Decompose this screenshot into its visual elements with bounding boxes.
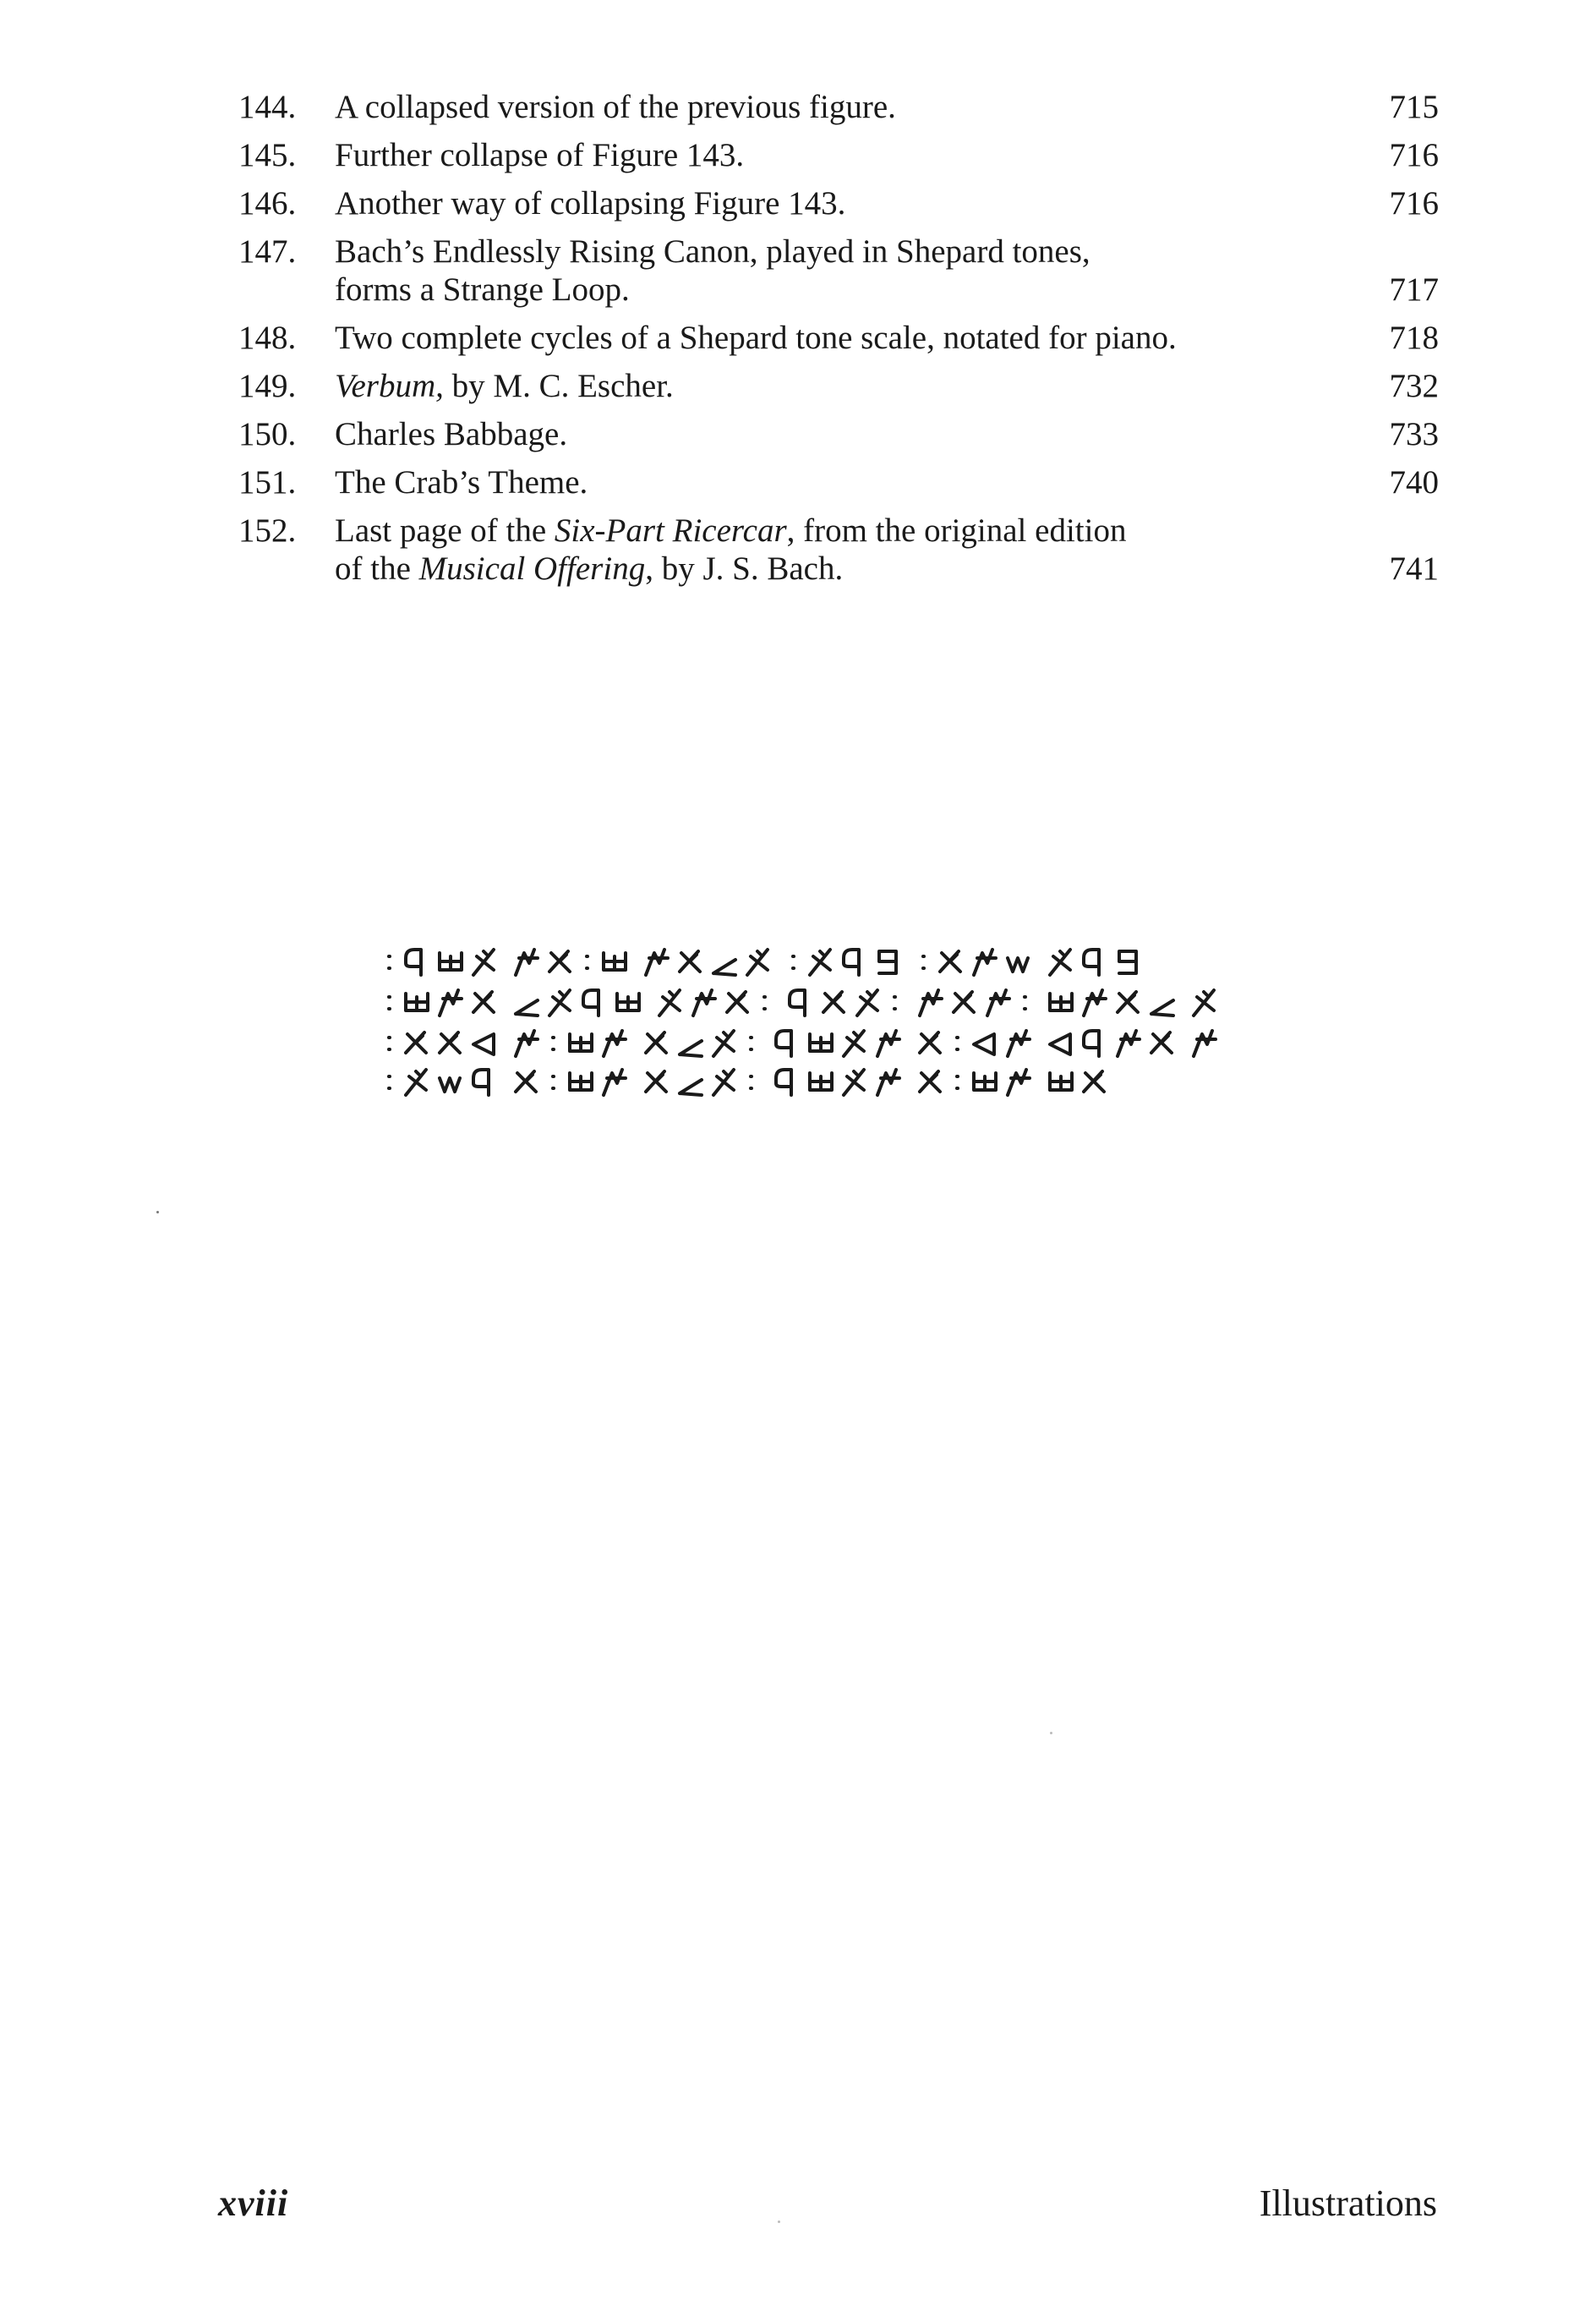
entry-number: 148. xyxy=(238,320,297,356)
glyph-mark xyxy=(790,990,805,1016)
glyph-mark xyxy=(894,997,895,1009)
entry-title-italic: Verbum, xyxy=(335,368,444,404)
entry-title-italic: Musical Offering xyxy=(418,550,646,587)
glyph-mark xyxy=(810,1073,832,1090)
glyph-mark xyxy=(680,1080,702,1095)
entry-page-number: 715 xyxy=(1389,89,1439,125)
glyph-mark xyxy=(920,1071,940,1092)
glyph-mark xyxy=(646,1071,666,1092)
list-item xyxy=(238,184,1439,222)
paper-speck xyxy=(1050,1732,1052,1734)
running-footer-section: Illustrations xyxy=(1259,2182,1437,2224)
list-item xyxy=(238,415,1439,453)
entry-caption: Further collapse of Figure 143. xyxy=(335,137,745,173)
glyph-mark xyxy=(617,994,639,1010)
glyph-mark xyxy=(583,990,598,1016)
glyph-mark xyxy=(974,950,996,975)
glyph-mark xyxy=(974,1034,994,1054)
entry-caption: Charles Babbage. xyxy=(335,416,568,452)
glyph-mark xyxy=(406,1032,426,1053)
entry-page-number: 716 xyxy=(1389,137,1439,173)
entry-caption-line-1 xyxy=(335,512,1248,550)
glyph-mark xyxy=(440,1078,460,1092)
glyph-mark xyxy=(604,1031,626,1056)
entry-page-number: 732 xyxy=(1389,368,1439,404)
glyph-mark xyxy=(844,1031,864,1056)
glyph-mark xyxy=(713,1070,734,1095)
entry-caption xyxy=(335,367,1248,405)
entry-caption-line-1: Bach’s Endlessly Rising Canon, played in Shepard tones, xyxy=(335,233,1090,270)
glyph-mark xyxy=(1050,950,1070,975)
glyph-mark xyxy=(1118,1031,1140,1056)
glyph-mark xyxy=(604,953,626,970)
glyph-mark xyxy=(810,1034,832,1051)
entry-number: 149. xyxy=(238,368,297,404)
illustrations-list xyxy=(238,88,1439,598)
glyph-mark xyxy=(1050,1034,1070,1054)
glyph-mark xyxy=(1084,990,1106,1016)
glyph-mark xyxy=(1050,1073,1072,1090)
glyph-mark xyxy=(549,951,570,972)
glyph-mark xyxy=(516,1071,536,1092)
entry-number: 146. xyxy=(238,185,297,222)
glyph-mark xyxy=(844,950,859,975)
entry-caption: A collapsed version of the previous figure. xyxy=(335,89,896,125)
list-item xyxy=(238,319,1439,357)
glyph-mark xyxy=(516,1031,538,1056)
glyph-mark xyxy=(974,1073,996,1090)
glyph-mark xyxy=(473,1070,489,1095)
glyph-mark xyxy=(1151,1032,1172,1053)
list-item xyxy=(238,512,1439,588)
glyph-mark xyxy=(957,1076,958,1088)
glyph-mark xyxy=(810,950,830,975)
glyph-mark xyxy=(553,1076,554,1088)
glyph-mark xyxy=(920,1032,940,1053)
glyph-mark xyxy=(727,992,747,1012)
glyph-mark xyxy=(680,951,700,972)
glyph-mark xyxy=(877,1070,899,1095)
glyph-mark xyxy=(1084,950,1099,975)
entry-number: 145. xyxy=(238,137,297,173)
glyph-mark xyxy=(823,992,844,1012)
glyph-mark xyxy=(693,990,715,1016)
entry-page-number: 718 xyxy=(1389,320,1439,356)
entry-caption: Two complete cycles of a Shepard tone scale, notated for piano. xyxy=(335,320,1177,356)
glyph-mark xyxy=(764,997,765,1009)
entry-caption-rest: by M. C. Escher. xyxy=(443,368,674,404)
glyph-mark xyxy=(793,956,794,968)
entry-number: 152. xyxy=(238,512,297,549)
glyph-mark xyxy=(1008,958,1028,972)
glyph-mark xyxy=(389,997,390,1009)
glyph-mark xyxy=(920,990,942,1016)
glyph-mark xyxy=(680,1041,702,1056)
glyph-mark xyxy=(549,990,570,1016)
glyph-mark xyxy=(844,1070,864,1095)
glyph-mark xyxy=(406,950,421,975)
entry-caption: The Crab’s Theme. xyxy=(335,464,588,501)
entry-number: 144. xyxy=(238,89,297,125)
entry-number: 151. xyxy=(238,464,297,501)
list-item xyxy=(238,463,1439,501)
glyph-mark xyxy=(776,1031,791,1056)
caption-text: , from the original edition xyxy=(786,512,1127,549)
entry-page-number: 716 xyxy=(1389,185,1439,222)
glyph-mark xyxy=(1194,990,1214,1016)
caption-text: Last page of the xyxy=(335,512,555,549)
glyph-mark xyxy=(1008,1031,1030,1056)
glyph-mark xyxy=(389,1076,390,1088)
glyph-mark xyxy=(440,953,462,970)
glyph-mark xyxy=(646,950,668,975)
glyph-mark xyxy=(923,956,924,968)
glyph-mark xyxy=(857,990,877,1016)
entry-caption-line-2 xyxy=(335,550,1248,588)
glyph-mark xyxy=(1119,951,1136,973)
glyph-mark xyxy=(516,1000,538,1016)
list-item xyxy=(238,367,1439,405)
list-item xyxy=(238,233,1439,309)
paper-speck xyxy=(778,2221,780,2223)
glyph-mark xyxy=(473,950,494,975)
entry-page-number: 741 xyxy=(1389,550,1439,587)
glyph-mark xyxy=(570,1034,592,1051)
glyph-mark xyxy=(713,1031,734,1056)
glyph-mark xyxy=(1084,1031,1099,1056)
glyph-mark xyxy=(879,951,896,973)
glyph-mark xyxy=(751,1076,752,1088)
glyph-mark xyxy=(747,950,768,975)
caption-text: of the xyxy=(335,550,419,587)
glyph-mark xyxy=(389,956,390,968)
glyph-mark xyxy=(440,1032,460,1053)
glyph-mark xyxy=(604,1070,626,1095)
glyph-mark xyxy=(713,960,735,975)
entry-caption-line-2: forms a Strange Loop. xyxy=(335,271,630,308)
entry-number: 150. xyxy=(238,416,297,452)
glyph-mark xyxy=(646,1032,666,1053)
entry-caption: Another way of collapsing Figure 143. xyxy=(335,185,846,222)
glyph-mark xyxy=(776,1070,791,1095)
glyph-mark xyxy=(954,992,974,1012)
glyph-mark xyxy=(516,950,538,975)
glyph-mark xyxy=(751,1038,752,1049)
glyph-mark xyxy=(987,990,1009,1016)
glyph-inscription-drawing xyxy=(380,943,1293,1112)
glyph-mark xyxy=(570,1073,592,1090)
glyph-mark xyxy=(1194,1031,1216,1056)
glyph-mark xyxy=(1151,1000,1173,1016)
entry-page-number: 733 xyxy=(1389,416,1439,452)
glyph-mark xyxy=(473,992,494,1012)
glyph-mark xyxy=(389,1038,390,1049)
glyph-inscription xyxy=(380,943,1293,1112)
glyph-mark xyxy=(406,994,428,1010)
glyph-mark xyxy=(406,1070,426,1095)
list-item xyxy=(238,136,1439,174)
glyph-mark xyxy=(553,1038,554,1049)
entry-page-number: 740 xyxy=(1389,464,1439,501)
glyph-mark xyxy=(1008,1070,1030,1095)
glyph-mark xyxy=(473,1034,494,1054)
glyph-mark xyxy=(659,990,680,1016)
entry-page-number: 717 xyxy=(1389,271,1439,308)
glyph-mark xyxy=(957,1038,958,1049)
entry-title-italic: Six-Part Ricercar xyxy=(554,512,787,549)
paper-speck xyxy=(156,1211,159,1213)
glyph-mark xyxy=(587,956,588,968)
glyph-mark xyxy=(1118,992,1138,1012)
glyph-mark xyxy=(1084,1071,1104,1092)
glyph-mark xyxy=(1050,994,1072,1010)
glyph-mark xyxy=(877,1031,899,1056)
entry-number: 147. xyxy=(238,233,297,270)
caption-text: , by J. S. Bach. xyxy=(645,550,844,587)
glyph-mark xyxy=(440,990,462,1016)
list-item xyxy=(238,88,1439,126)
glyph-mark xyxy=(940,951,960,972)
folio-number: xviii xyxy=(218,2182,289,2224)
